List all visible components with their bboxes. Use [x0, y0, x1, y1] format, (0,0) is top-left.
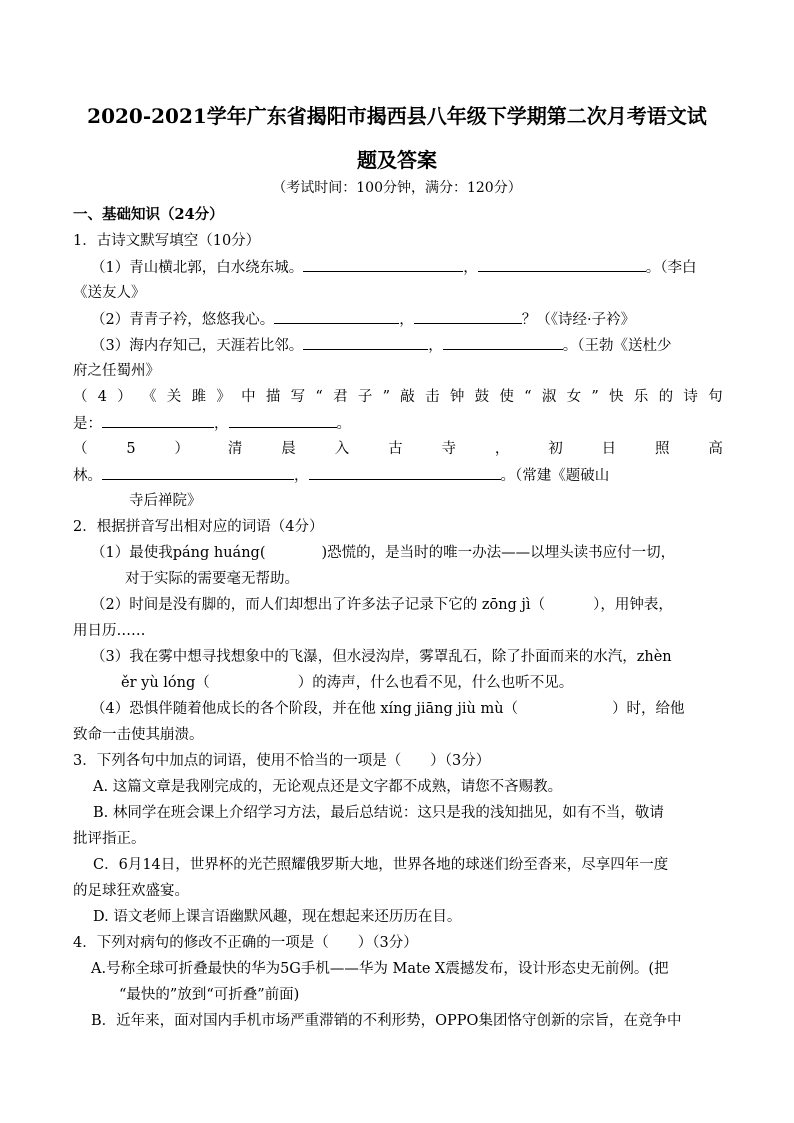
q2-item2-text: （2）时间是没有脚的，而人们却想出了许多法子记录下它的 zōng jì（	[91, 597, 546, 613]
q2-item2-continuation: 用日历……	[73, 623, 146, 639]
q1-item5-char: 照	[655, 441, 670, 457]
q1-item3-end: 。（王勃《送杜少	[562, 338, 672, 354]
q1-item4-continuation	[73, 413, 723, 434]
q1-item1-end: 。（李白	[645, 260, 697, 276]
section-heading: 一、基础知识（24分）	[73, 206, 224, 223]
q1-item5-sep: ，	[294, 468, 309, 484]
q1-item4-char: 《	[142, 389, 157, 405]
q1-item1-continuation: 《送友人》	[73, 285, 146, 301]
q1-item4-char: 君	[333, 389, 348, 405]
q1-item4-char: 淑	[541, 389, 557, 405]
answer-blank[interactable]	[303, 257, 463, 272]
q1-item4-char: 子	[357, 389, 373, 405]
q1-item5-char: （	[73, 441, 88, 457]
q1-item1-sep: ，	[463, 260, 478, 276]
exam-title-line2: 题及答案	[357, 148, 437, 172]
q3-option-b-continuation: 批评指正。	[73, 831, 146, 847]
q3-option-c-continuation: 的足球狂欢盛宴。	[73, 883, 189, 899]
q3-option-c: C．6月14日，世界杯的光芒照耀俄罗斯大地，世界各地的球迷们纷至沓来，尽享四年一度	[93, 857, 669, 873]
q1-item5-char: 高	[708, 441, 723, 457]
answer-blank[interactable]	[274, 309, 399, 324]
q2-item3-text-c: ）的涛声，什么也看不见，什么也听不见。	[297, 675, 574, 691]
q3-option-a: A. 这篇文章是我刚完成的，无论观点还是文字都不成熟，请您不吝赐教。	[93, 779, 563, 795]
q1-item4-char: 敲	[400, 389, 415, 405]
q1-item4-sep: ，	[214, 416, 229, 432]
q1-item3-text: （3）海内存知己，天涯若比邻。	[91, 338, 304, 354]
q1-item4-char: 》	[216, 389, 231, 405]
q1-item5-continuation	[73, 465, 723, 486]
q1-item4-char: 使	[499, 389, 514, 405]
q1-item4-label: 是：	[73, 416, 102, 432]
question-1-stem: 1．古诗文默写填空（10分）	[73, 233, 261, 249]
q1-item4-end: 。	[336, 416, 351, 432]
q3-option-d: D. 语文老师上课言语幽默风趣，现在想起来还历历在目。	[93, 909, 462, 925]
q1-item5-char: ，	[494, 441, 510, 457]
q4-option-a: A.号称全球可折叠最快的华为5G手机——华为 Mate X震撼发布，设计形态史无前例。(把	[91, 961, 669, 977]
q1-item4-char: 描	[265, 389, 281, 405]
q2-item4-text-b: ）时，给他	[612, 701, 685, 717]
q2-item2-text-b: ），用钟表，	[593, 597, 673, 613]
q1-item4-char: 钟	[449, 389, 465, 405]
question-1-item-2	[91, 309, 723, 330]
q1-item4-char: 中	[241, 389, 256, 405]
q2-item1-text: （1）最使我páng huáng(	[91, 545, 266, 561]
q1-item5-char: 晨	[281, 441, 296, 457]
q1-item4-char: “	[315, 389, 323, 405]
q1-item2-text: （2）青青子衿，悠悠我心。	[91, 312, 275, 328]
q2-item4-continuation: 致命一击使其崩溃。	[73, 727, 204, 743]
answer-blank[interactable]	[102, 413, 214, 428]
q4-option-a-continuation: “最快的”放到“可折叠”前面)	[119, 987, 300, 1003]
q1-item4-char: 乐	[633, 389, 649, 405]
q1-item2-end: ？（《诗经·子衿》	[521, 312, 636, 328]
answer-blank[interactable]	[478, 257, 646, 272]
q1-item4-char: 关	[166, 389, 182, 405]
question-1-item-4	[73, 387, 723, 407]
q1-item5-char: 初	[548, 441, 563, 457]
q1-item5-char: 日	[601, 441, 617, 457]
q1-item5-char: 5	[126, 441, 136, 457]
q1-item4-char: 写	[290, 389, 306, 405]
answer-blank[interactable]	[309, 465, 501, 480]
q1-item5-end: 。（常建《题破山	[500, 468, 610, 484]
exam-title-line1: 2020-2021学年广东省揭阳市揭西县八年级下学期第二次月考语文试	[87, 104, 707, 128]
answer-blank[interactable]	[414, 309, 522, 324]
question-2-item-2	[91, 595, 723, 615]
answer-blank[interactable]	[443, 335, 563, 350]
question-1-item-1	[91, 257, 723, 278]
q1-item4-char: ）	[117, 389, 132, 405]
q1-item4-char: 句	[708, 389, 723, 405]
answer-blank[interactable]	[303, 335, 428, 350]
question-1-item-3	[91, 335, 723, 356]
q1-item4-char: 4	[97, 389, 107, 405]
q1-item2-sep: ，	[399, 312, 414, 328]
answer-blank[interactable]	[102, 465, 294, 480]
q4-option-b: B．近年来，面对国内手机市场严重滞销的不利形势，OPPO集团恪守创新的宗旨，在竞争中	[91, 1013, 682, 1029]
q1-item5-char: 入	[334, 441, 350, 457]
q1-item3-sep: ，	[428, 338, 443, 354]
q1-item4-char: 鼓	[474, 389, 490, 405]
q1-item3-continuation: 府之任蜀州》	[73, 363, 160, 379]
question-3-stem: 3．下列各句中加点的词语，使用不恰当的一项是（ ）（3分）	[73, 753, 491, 769]
q1-item4-char: ”	[382, 389, 391, 405]
q2-item1-text-b: )恐慌的，是当时的唯一办法——以埋头读书应付一切，	[321, 545, 676, 561]
question-1-item-5	[73, 439, 723, 459]
q1-item4-char: “	[524, 389, 532, 405]
exam-subtitle: （考试时间：100分钟，满分：120分）	[272, 180, 522, 196]
q1-item5-char: 寺	[441, 441, 456, 457]
question-4-stem: 4．下列对病句的修改不正确的一项是（ ）（3分）	[73, 935, 418, 951]
question-2-item-4	[91, 699, 723, 719]
q1-item5-char: ）	[174, 441, 190, 457]
q1-item4-char: 的	[658, 389, 674, 405]
answer-blank[interactable]	[229, 413, 337, 428]
q1-item5-char: 清	[227, 441, 243, 457]
question-2-item-1	[91, 543, 723, 563]
q1-item4-char: 快	[609, 389, 624, 405]
q1-item5-label: 林。	[73, 468, 102, 484]
q1-item4-char: 雎	[191, 389, 207, 405]
q1-item4-char: （	[73, 389, 88, 405]
q1-item4-char: 女	[566, 389, 582, 405]
q2-item3-text-b: ěr yù lóng（	[121, 675, 210, 691]
q1-item5-char: 古	[388, 441, 403, 457]
q1-item5-tail: 寺后禅院》	[129, 493, 202, 509]
q2-item4-text: （4）恐惧伴随着他成长的各个阶段，并在他 xíng jiāng jiù mù（	[91, 701, 519, 717]
q1-item4-char: ”	[591, 389, 599, 405]
q1-item1-text: （1）青山横北郭，白水绕东城。	[91, 260, 304, 276]
q2-item3-continuation	[121, 673, 771, 693]
q1-item4-char: 击	[425, 389, 440, 405]
q2-item1-continuation: 对于实际的需要毫无帮助。	[125, 571, 299, 587]
q3-option-b: B. 林同学在班会课上介绍学习方法，最后总结说：这只是我的浅知拙见，如有不当，敬请	[93, 805, 664, 821]
question-2-stem: 2．根据拼音写出相对应的词语（4分）	[73, 519, 324, 535]
question-2-item-3: （3）我在雾中想寻找想象中的飞瀑，但水浸沟岸，雾罩乱石，除了扑面而来的水汽，zhèn	[91, 649, 672, 665]
q1-item4-char: 诗	[683, 389, 698, 405]
